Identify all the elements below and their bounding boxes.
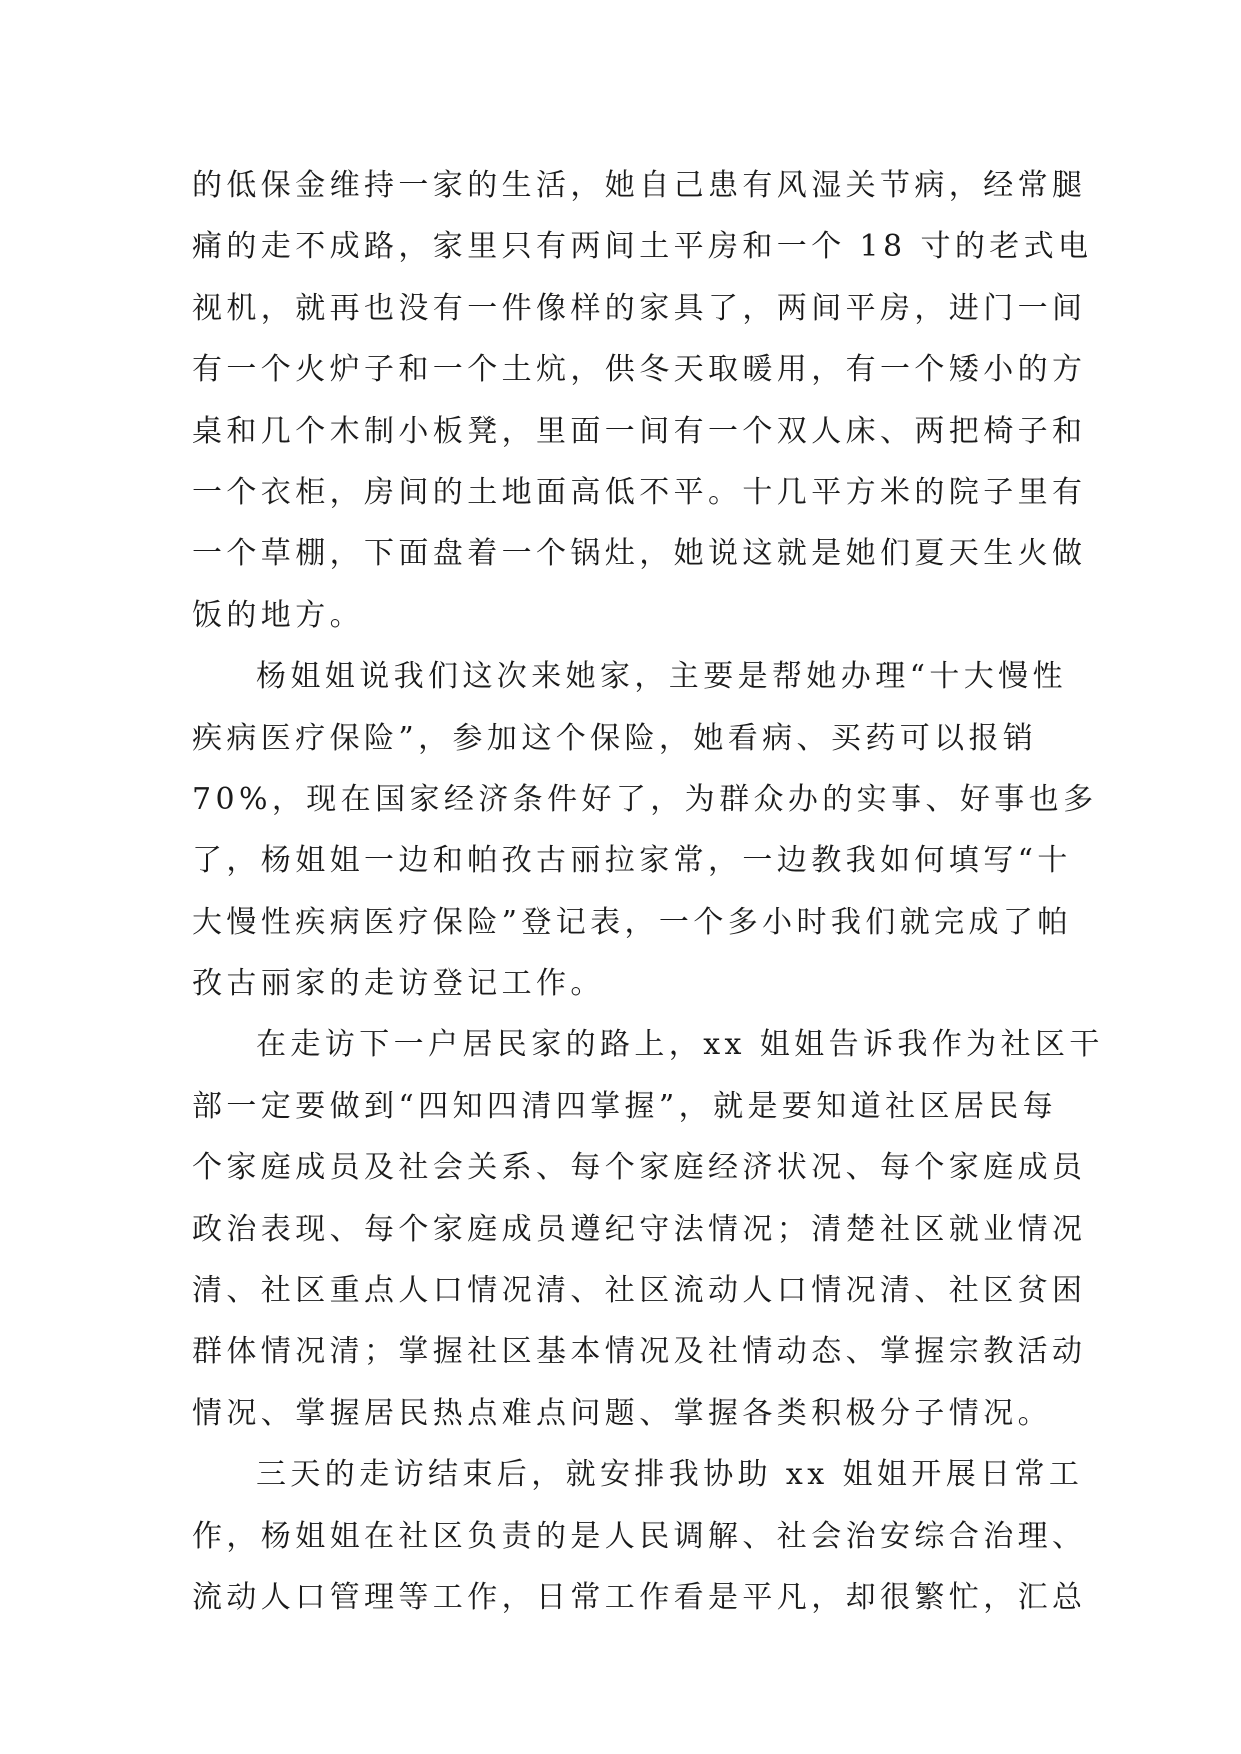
- paragraph-first-line: 三天的走访结束后，就安排我协助 xx 姐姐开展日常工: [256, 1457, 1084, 1493]
- document-body: [192, 155, 1104, 1628]
- text-line: 大慢性疾病医疗保险”登记表，一个多小时我们就完成了帕: [192, 904, 1072, 940]
- text-line: 流动人口管理等工作，日常工作看是平凡，却很繁忙，汇总: [192, 1579, 1087, 1615]
- text-line: 群体情况清；掌握社区基本情况及社情动态、掌握宗教活动: [192, 1334, 1087, 1370]
- text-line: 桌和几个木制小板凳，里面一间有一个双人床、两把椅子和: [192, 413, 1087, 449]
- text-line: 痛的走不成路，家里只有两间土平房和一个 18 寸的老式电: [192, 229, 1093, 265]
- text-line: 作，杨姐姐在社区负责的是人民调解、社会治安综合治理、: [192, 1518, 1087, 1554]
- text-line: 部一定要做到“四知四清四掌握”，就是要知道社区居民每: [192, 1088, 1058, 1124]
- text-line: 有一个火炉子和一个土炕，供冬天取暖用，有一个矮小的方: [192, 352, 1087, 388]
- paragraph-first-line: 在走访下一户居民家的路上，xx 姐姐告诉我作为社区干: [256, 1027, 1104, 1063]
- text-line: 清、社区重点人口情况清、社区流动人口情况清、社区贫困: [192, 1273, 1087, 1309]
- text-line: 情况、掌握居民热点难点问题、掌握各类积极分子情况。: [192, 1395, 1052, 1431]
- paragraph-first-line: 杨姐姐说我们这次来她家，主要是帮她办理“十大慢性: [256, 659, 1067, 695]
- text-line: 政治表现、每个家庭成员遵纪守法情况；清楚社区就业情况: [192, 1211, 1087, 1247]
- text-line: 70%，现在国家经济条件好了，为群众办的实事、好事也多: [192, 781, 1098, 817]
- text-line: 饭的地方。: [192, 597, 364, 633]
- text-line: 孜古丽家的走访登记工作。: [192, 966, 605, 1002]
- text-line: 疾病医疗保险”，参加这个保险，她看病、买药可以报销: [192, 720, 1038, 756]
- text-line: 了，杨姐姐一边和帕孜古丽拉家常，一边教我如何填写“十: [192, 843, 1072, 879]
- text-line: 视机，就再也没有一件像样的家具了，两间平房，进门一间: [192, 290, 1087, 326]
- text-line: 的低保金维持一家的生活，她自己患有风湿关节病，经常腿: [192, 168, 1087, 203]
- text-line: 个家庭成员及社会关系、每个家庭经济状况、每个家庭成员: [192, 1150, 1087, 1186]
- text-line: 一个衣柜，房间的土地面高低不平。十几平方米的院子里有: [192, 474, 1087, 510]
- text-line: 一个草棚，下面盘着一个锅灶，她说这就是她们夏天生火做: [192, 536, 1087, 572]
